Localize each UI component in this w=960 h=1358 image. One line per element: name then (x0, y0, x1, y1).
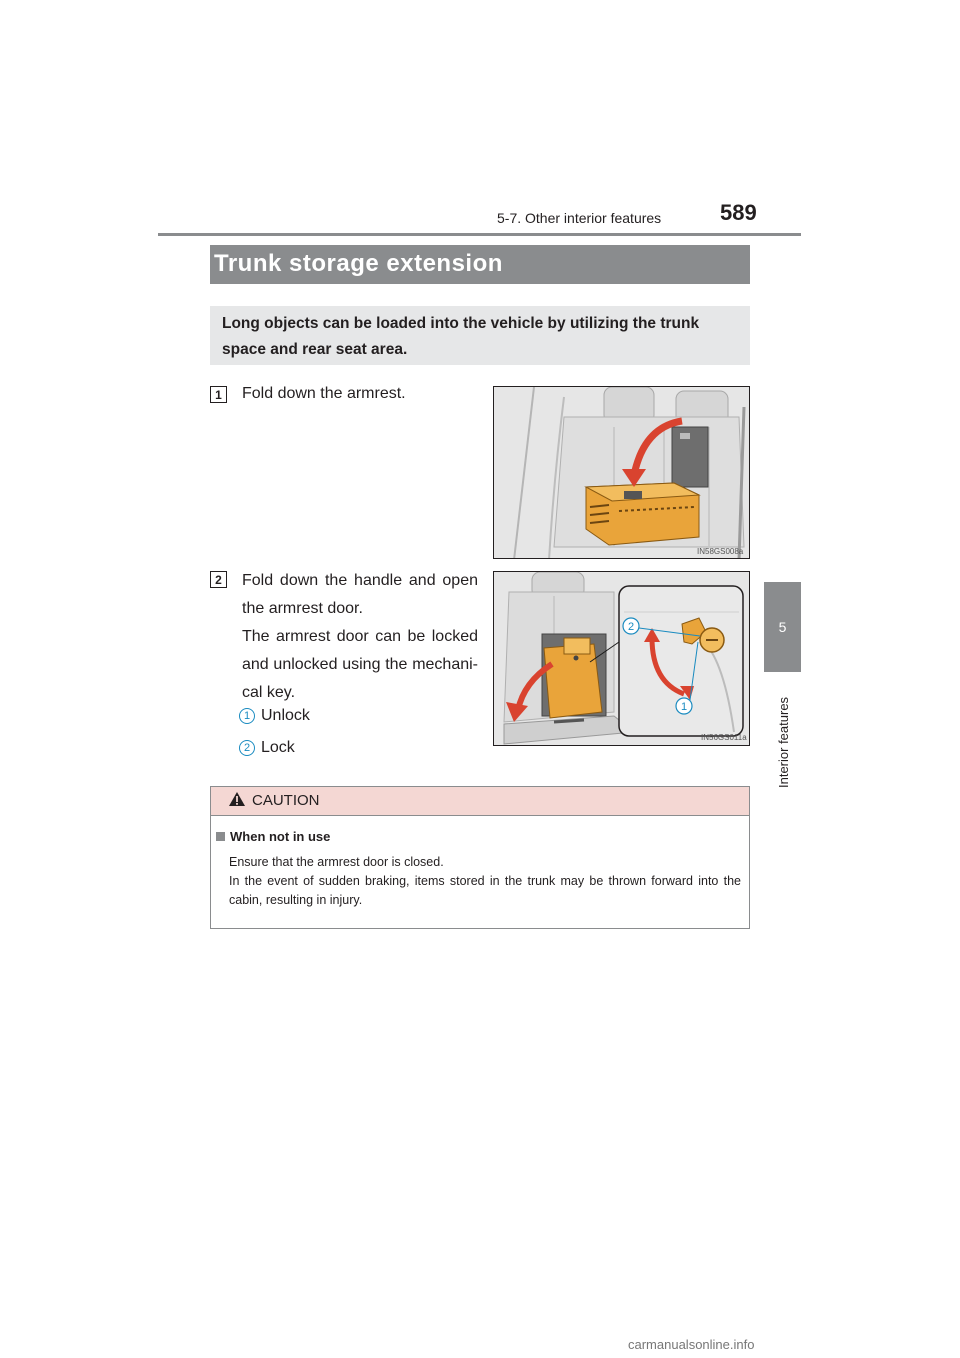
callout-number: 2 (239, 740, 255, 756)
step-number: 2 (210, 571, 227, 588)
step-line: the armrest door. (242, 600, 363, 617)
figure-fold-armrest (493, 386, 750, 559)
page-title: Trunk storage extension (214, 250, 503, 277)
step-text (242, 567, 478, 623)
caution-subheading (216, 829, 330, 844)
note-line: and unlocked using the mechani- (242, 656, 478, 673)
callout-number: 1 (239, 708, 255, 724)
caution-line: Ensure that the armrest door is closed. (229, 855, 444, 869)
watermark: carmanualsonline.info (628, 1337, 755, 1352)
step-line: Fold down the handle and open (242, 572, 478, 589)
step-number: 1 (210, 386, 227, 403)
svg-text:1: 1 (680, 701, 688, 713)
callout-label: Unlock (261, 707, 310, 724)
intro-text: Long objects can be loaded into the vehicle by utilizing the trunk space and rear seat area. (222, 315, 700, 358)
seat-illustration (494, 387, 750, 559)
caution-body (229, 853, 741, 910)
step-text: Fold down the armrest. (242, 385, 406, 402)
chapter-label: Interior features (776, 696, 791, 788)
caution-subheading-text: When not in use (230, 829, 331, 844)
section-title: 5-7. Other interior features (497, 210, 662, 226)
callout-label: Lock (261, 739, 295, 756)
caution-title: CAUTION (252, 792, 320, 809)
chapter-tab: 5 (764, 582, 801, 672)
figure-open-armrest-door (493, 571, 750, 746)
header-rule (158, 233, 801, 236)
figure-id: IN56GS011a (701, 733, 747, 742)
note-line: cal key. (242, 684, 296, 701)
bullet-square-icon (216, 832, 225, 841)
page-number: 589 (720, 200, 757, 225)
step-note (242, 623, 478, 707)
armrest-door-illustration (494, 572, 750, 746)
figure-id: IN58GS008a (697, 547, 744, 556)
caution-line: In the event of sudden braking, items stored in the trunk may be thrown forward into the cabin, resulting in injury. (229, 874, 741, 907)
svg-text:2: 2 (627, 621, 635, 633)
warning-icon (228, 791, 246, 807)
note-line: The armrest door can be locked (242, 628, 478, 645)
